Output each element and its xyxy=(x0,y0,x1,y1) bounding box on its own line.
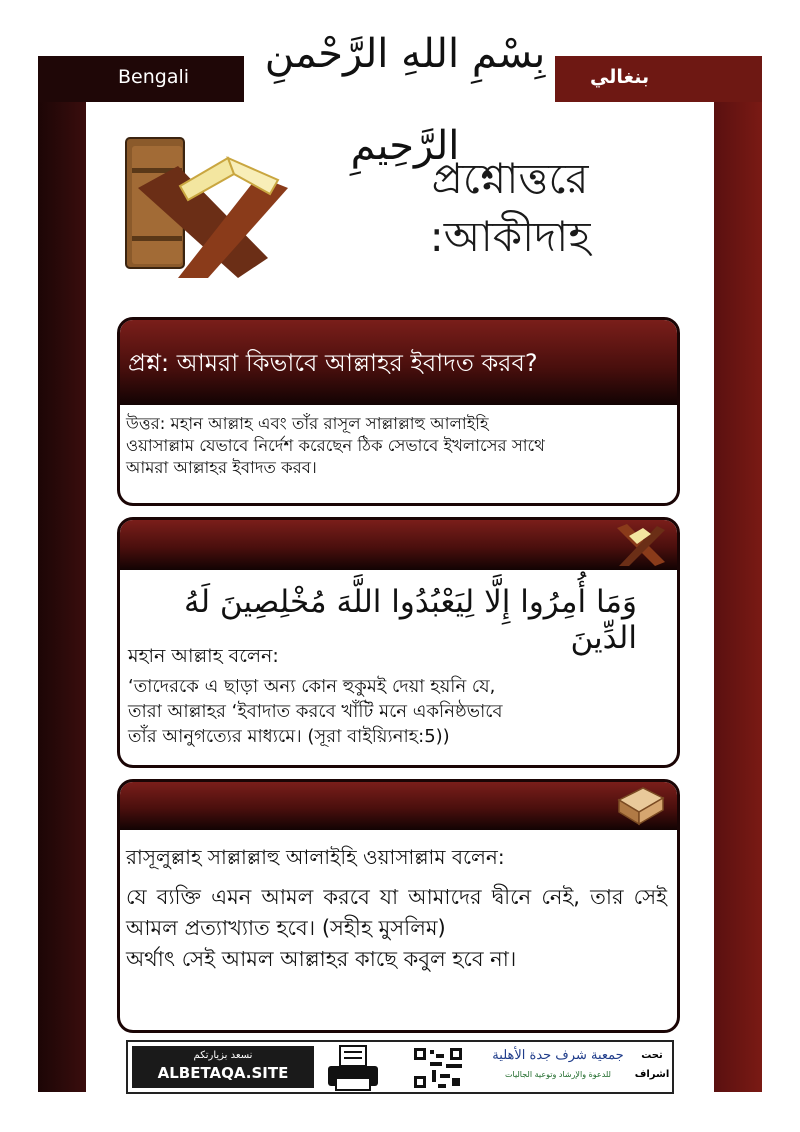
translation-line: তারা আল্লাহর ‘ইবাদাত করবে খাঁটি মনে একনিষ্ঠভাবে xyxy=(128,701,503,722)
hadith-text: যে ব্যক্তি এমন আমল করবে যা আমাদের দ্বীনে নেই, তার সেই আমল প্রত্যাখ্যাত হবে। (সহীহ মুসলিম) xyxy=(126,885,667,940)
organization-name: جمعية شرف جدة الأهلية xyxy=(492,1048,624,1063)
hadith-card xyxy=(117,779,680,1033)
language-label-english: Bengali xyxy=(118,66,190,88)
hadith-meaning: অর্থাৎ সেই আমল আল্লাহর কাছে কবুল হবে না। xyxy=(126,947,517,971)
supervision-word-1: تحت xyxy=(641,1050,663,1061)
translation-line: তাঁর আনুগত্যের মাধ্যমে। (সূরা বাইয়্যিনাহ:5)) xyxy=(128,726,450,747)
title-line-1: প্রশ্নোত্তরে xyxy=(431,154,589,203)
quran-translation xyxy=(120,670,677,757)
quran-card-header xyxy=(120,520,677,570)
quran-arabic-verse: وَمَا أُمِرُوا إِلَّا لِيَعْبُدُوا اللَّهَ مُخْلِصِينَ لَهُ الدِّينَ xyxy=(183,584,637,656)
quran-book-icon xyxy=(118,128,298,290)
quran-verse-card xyxy=(117,517,680,768)
answer-line: ওয়াসাল্লাম যেভাবে নির্দেশ করেছেন ঠিক সেভাবে ইখলাসের সাথে xyxy=(126,436,545,455)
supervision-word-2: اشراف xyxy=(634,1069,670,1080)
hadith-card-header xyxy=(120,782,677,830)
language-tab-right xyxy=(555,56,762,102)
answer-line: উত্তর: মহান আল্লাহ এবং তাঁর রাসূল সাল্লাল্লাহু আলাইহি xyxy=(126,414,489,433)
translation-line: ‘তাদেরকে এ ছাড়া অন্য কোন হুকুমই দেয়া হয়নি যে, xyxy=(128,676,496,697)
organization-subtitle: للدعوة والإرشاد وتوعية الجاليات xyxy=(504,1070,611,1079)
site-greeting: نسعد بزيارتكم xyxy=(193,1050,253,1061)
organization-logo xyxy=(488,1044,628,1090)
footer-bar xyxy=(126,1040,674,1094)
qr-code-icon[interactable] xyxy=(408,1044,468,1092)
answer-text xyxy=(120,405,677,487)
frame-left-border xyxy=(38,56,86,1092)
answer-line: আমরা আল্লাহর ইবাদত করব। xyxy=(126,458,317,477)
question-card xyxy=(117,317,680,506)
quran-intro: মহান আল্লাহ বলেন: xyxy=(128,645,279,667)
quran-stand-icon xyxy=(613,522,669,568)
language-label-arabic: بنغالي xyxy=(590,66,650,88)
printer-icon[interactable] xyxy=(324,1044,382,1092)
bismillah-calligraphy: بِسْمِ اللهِ الرَّحْمنِ الرَّحِيمِ xyxy=(264,31,546,169)
title-line-2: :আকীদাহ xyxy=(429,212,591,261)
site-badge[interactable] xyxy=(132,1046,314,1088)
frame-right-border xyxy=(714,56,762,1092)
question-heading: প্রশ্ন: আমরা কিভাবে আল্লাহর ইবাদত করব? xyxy=(120,320,677,405)
hadith-intro: রাসূলুল্লাহ সাল্লাল্লাহু আলাইহি ওয়াসাল্লাম বলেন: xyxy=(126,845,505,869)
supervision-label xyxy=(634,1046,670,1084)
site-url[interactable]: ALBETAQA.SITE xyxy=(157,1064,289,1082)
page-title xyxy=(380,150,640,266)
book-icon xyxy=(613,784,667,828)
